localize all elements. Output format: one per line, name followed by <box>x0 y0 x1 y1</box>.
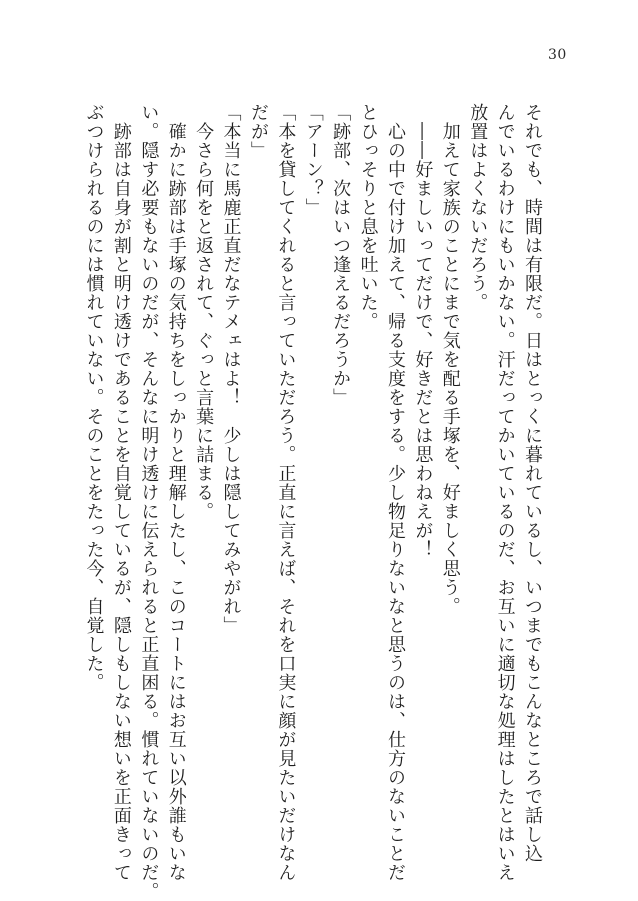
text-line: 「本当に馬鹿正直だなテメェはよ！ 少しは隠してみやがれ」 <box>220 103 242 635</box>
text-line: だが」 <box>247 103 269 160</box>
text-line: 「アーン？」 <box>302 103 324 217</box>
text-line: 今さら何をと返されて、ぐっと言葉に詰まる。 <box>193 103 215 521</box>
text-line: 跡部は自身が割と明け透けであることを自覚しているが、隠しもしない想いを正面きって <box>110 103 132 882</box>
text-line: 加えて家族のことにまで気を配る手塚を、好ましく思う。 <box>439 103 461 616</box>
text-line: んでいるわけにもいかない。汗だってかいているのだ、お互いに適切な処理はしたとはいえ <box>494 103 516 882</box>
text-line: 確かに跡部は手塚の気持ちをしっかりと理解したし、このコートにはお互い以外誰もいな <box>165 103 187 882</box>
vertical-text-block <box>80 103 546 901</box>
text-line: 心の中で付け加えて、帰る支度をする。少し物足りないなと思うのは、仕方のないことだ <box>384 103 406 882</box>
text-line: 放置はよくないだろう。 <box>467 103 489 312</box>
text-line: それでも、時間は有限だ。日はとっくに暮れているし、いつまでもこんなところで話し込 <box>522 103 543 863</box>
page-number: 30 <box>548 47 567 63</box>
text-line: ――好ましいってだけで、好きだとは思わねえが！ <box>412 103 434 559</box>
text-line: ぶつけられるのには慣れていない。そのことをたった今、自覚した。 <box>83 103 105 692</box>
text-line: とひっそりと息を吐いた。 <box>357 103 379 331</box>
text-line: 「本を貸してくれると言っていただろう。正直に言えば、それを口実に顔が見たいだけなん <box>275 103 297 882</box>
text-line: 「跡部、次はいつ逢えるだろうか」 <box>330 103 352 407</box>
text-line: い。隠す必要もないのだが、そんなに明け透けに伝えられると正直困る。慣れていないのだ。 <box>138 103 160 901</box>
